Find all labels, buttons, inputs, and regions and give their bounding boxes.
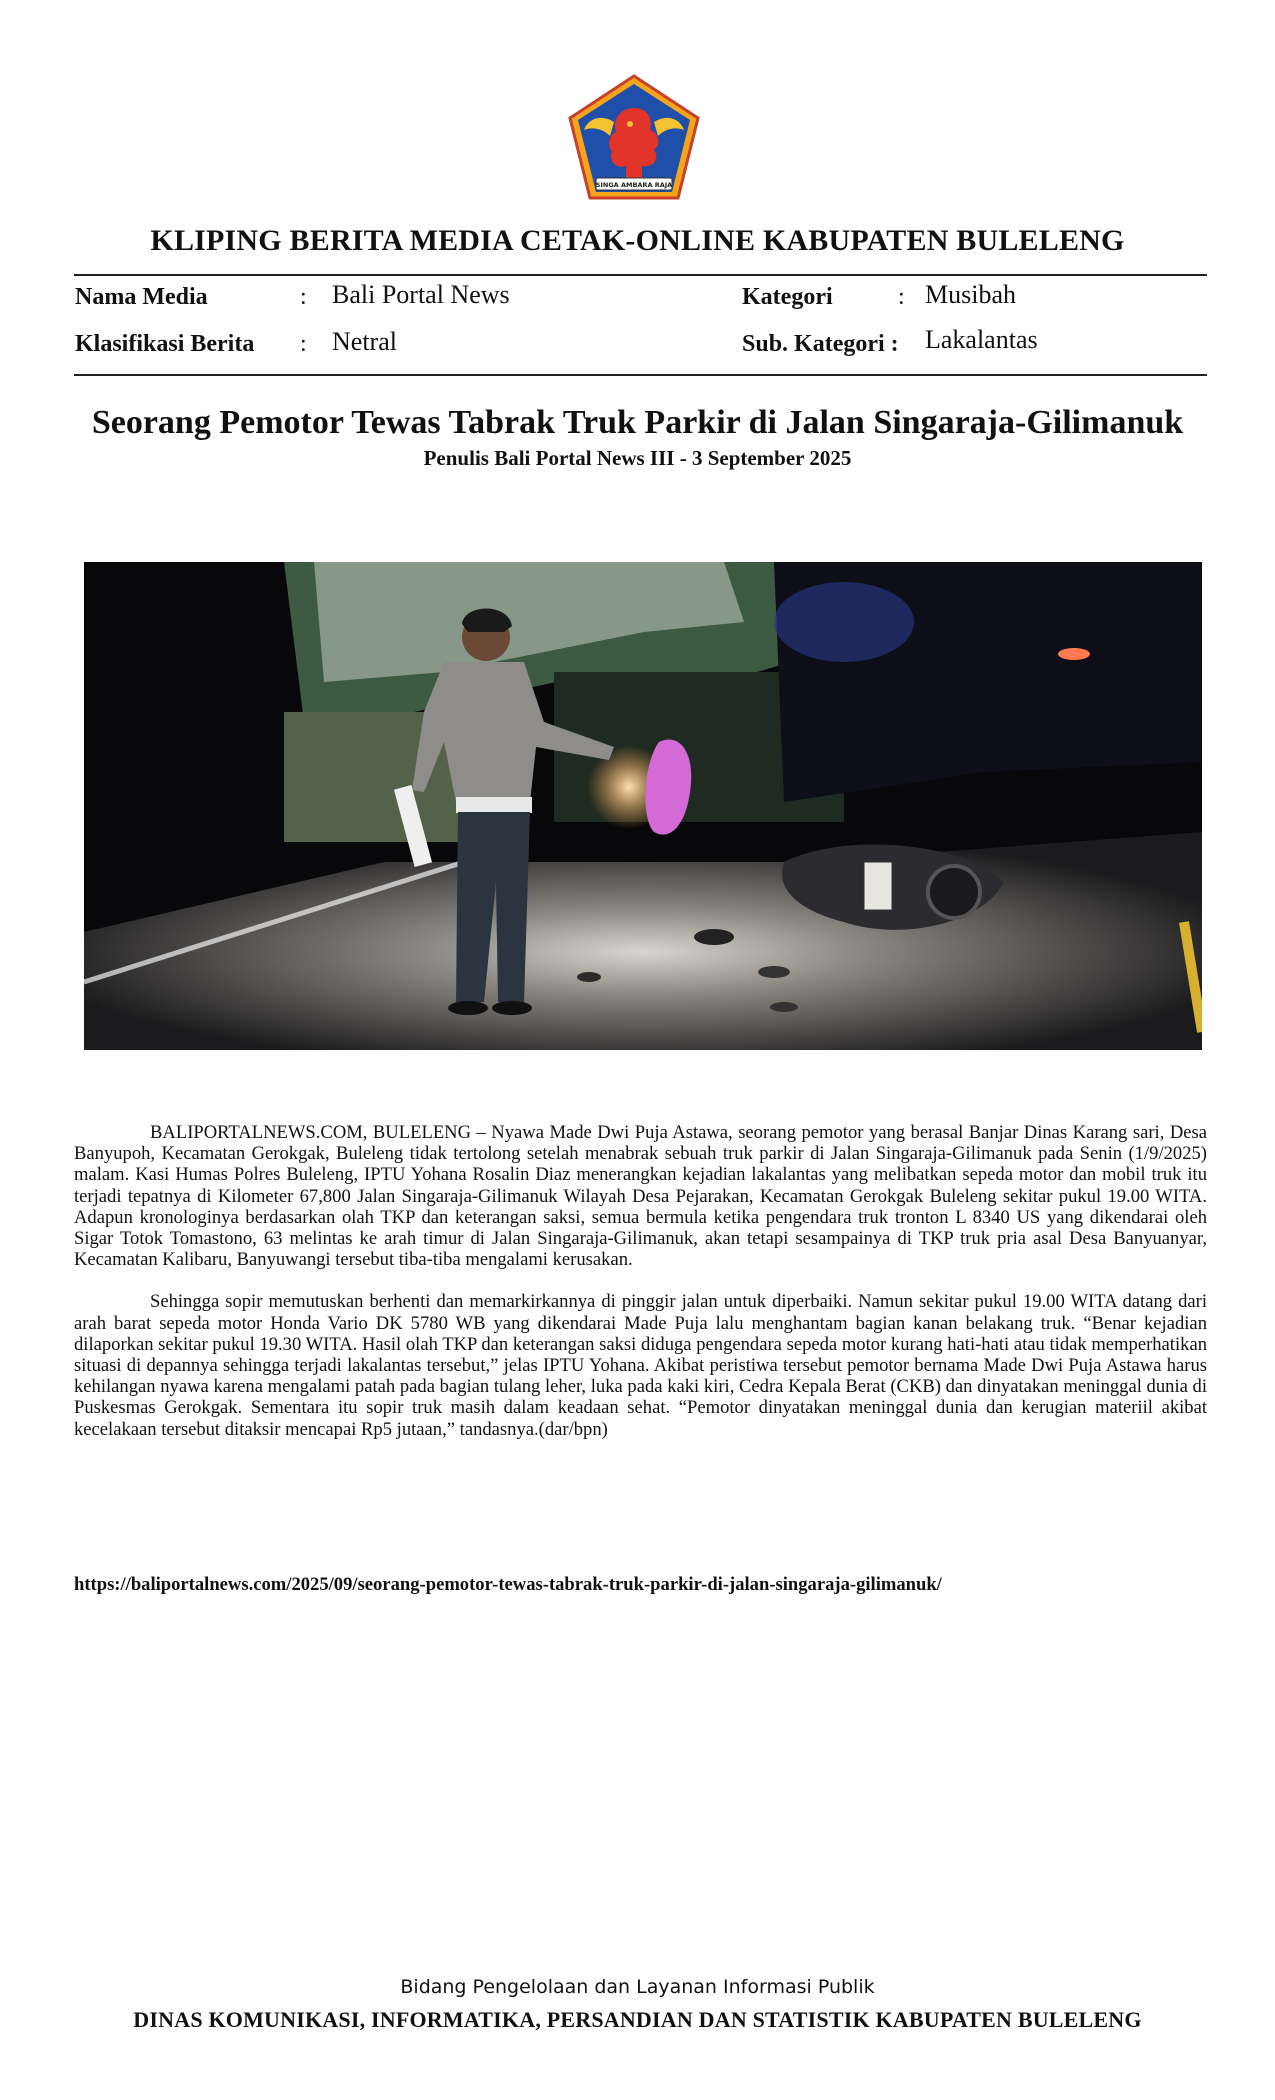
- kliping-title: KLIPING BERITA MEDIA CETAK-ONLINE KABUPATEN BULELENG: [150, 224, 1125, 257]
- article-paragraph: Sehingga sopir memutuskan berhenti dan memarkirkannya di pinggir jalan untuk diperbaiki. Namun sekitar pukul 19.00 WITA datang dari arah barat sepeda motor Honda Vario DK 5780 WB yang dikendarai Made Puja lalu menghantam bagian kanan belakang truk. “Benar kejadian dilaporkan sekitar pukul 19.30 WITA. Hasil olah TKP dan keterangan saksi diduga pengendara sepeda motor kurang hati-hati atau tidak memperhatikan situasi di depannya sehingga terjadi lakalantas tersebut,” jelas IPTU Yohana. Akibat peristiwa tersebut pemotor bernama Made Dwi Puja Astawa harus kehilangan nyawa karena mengalami patah pada bagian tulang leher, luka pada kaki kiri, Cedra Kepala Berat (CKB) dan dinyatakan meninggal dunia di Puskesmas Gerokgak. Sementara itu sopir truk masih dalam keadaan sehat. “Pemotor dinyatakan meninggal dunia dan kerugian materiil akibat kecelakaan tersebut ditaksir mencapai Rp5 jutaan,” tandasnya.(dar/bpn): [74, 1291, 1207, 1440]
- source-link[interactable]: https://baliportalnews.com/2025/09/seorang-pemotor-tewas-tabrak-truk-parkir-di-jalan-singaraja-gilimanuk/: [74, 1574, 942, 1595]
- emblem-motto: SINGA AMBARA RAJA: [595, 181, 673, 189]
- article-paragraph: BALIPORTALNEWS.COM, BULELENG – Nyawa Made Dwi Puja Astawa, seorang pemotor yang berasal Banjar Dinas Karang sari, Desa Banyupoh, Kecamatan Gerokgak, Buleleng tidak tertolong setelah menabrak sebuah truk parkir di Jalan Singaraja-Gilimanuk pada Senin (1/9/2025) malam. Kasi Humas Polres Buleleng, IPTU Yohana Rosalin Diaz menerangkan kejadian lakalantas yang melibatkan sepeda motor dan mobil truk itu terjadi tepatnya di Kilometer 67,800 Jalan Singaraja-Gilimanuk Wilayah Desa Pejarakan, Kecamatan Gerokgak Buleleng sekitar pukul 19.00 WITA. Adapun kronologinya berdasarkan olah TKP dan keterangan saksi, semua bermula ketika pengendara truk tronton L 8340 US yang dikendarai oleh Sigar Totok Tomastono, 63 melintas ke arah timur di Jalan Singaraja-Gilimanuk, akan tetapi sesampainya di TKP truk pria asal Desa Banyuanyar, Kecamatan Kalibaru, Banyuwangi tersebut tiba-tiba mengalami kerusakan.: [74, 1122, 1207, 1271]
- buleleng-emblem-logo: [566, 74, 702, 202]
- classification-value: Netral: [332, 327, 397, 356]
- footer-unit: Bidang Pengelolaan dan Layanan Informasi Publik: [400, 1976, 875, 1998]
- article-headline: Seorang Pemotor Tewas Tabrak Truk Parkir di Jalan Singaraja-Gilimanuk: [91, 404, 1184, 441]
- media-separator: :: [300, 284, 307, 310]
- header-top-rule: [74, 274, 1207, 276]
- footer-office: DINAS KOMUNIKASI, INFORMATIKA, PERSANDIAN DAN STATISTIK KABUPATEN BULELENG: [133, 2007, 1142, 2032]
- classification-label: Klasifikasi Berita: [75, 331, 255, 357]
- subcategory-label: Sub. Kategori :: [742, 331, 899, 357]
- article-byline: Penulis Bali Portal News III - 3 September 2025: [423, 446, 852, 470]
- category-separator: :: [898, 284, 905, 310]
- subcategory-value: Lakalantas: [925, 325, 1038, 354]
- classification-separator: :: [300, 331, 307, 357]
- media-label: Nama Media: [75, 284, 208, 310]
- news-photo: [84, 562, 1202, 1050]
- category-label: Kategori: [742, 284, 833, 310]
- category-value: Musibah: [925, 280, 1016, 309]
- media-value: Bali Portal News: [332, 280, 510, 309]
- header-bottom-rule: [74, 374, 1207, 376]
- article-body: [74, 1122, 1207, 1461]
